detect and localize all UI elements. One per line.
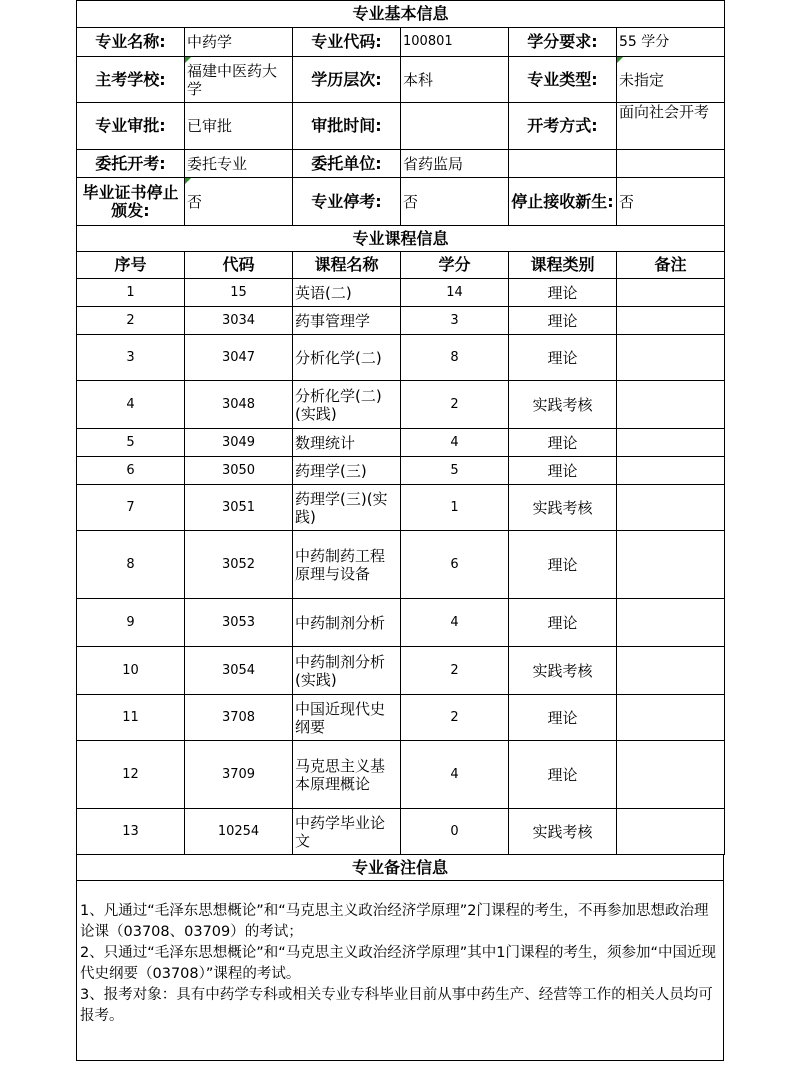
remarks-title: 专业备注信息 [77, 855, 724, 881]
col-header-course-type: 课程类别 [509, 252, 617, 279]
course-remark [617, 647, 725, 695]
table-row [77, 429, 725, 457]
course-credit: 5 [401, 457, 509, 485]
course-remark [617, 809, 725, 855]
course-name: 分析化学(二)(实践) [293, 381, 401, 429]
course-no: 13 [77, 809, 185, 855]
course-name: 中药制药工程原理与设备 [293, 531, 401, 599]
course-type: 理论 [509, 599, 617, 647]
course-code: 15 [185, 279, 293, 307]
course-no: 6 [77, 457, 185, 485]
course-info-table [76, 225, 725, 855]
table-row [77, 279, 725, 307]
stop-enrollment-value: 否 [617, 178, 725, 226]
course-credit: 0 [401, 809, 509, 855]
course-type: 实践考核 [509, 647, 617, 695]
course-type: 理论 [509, 279, 617, 307]
remark-line-3: 3、报考对象：具有中药学专科或相关专业专科毕业目前从事中药生产、经营等工作的相关人员均可报考。 [80, 987, 713, 1024]
course-type: 理论 [509, 429, 617, 457]
major-name-value: 中药学 [185, 28, 293, 57]
remark-line-2: 2、只通过“毛泽东思想概论”和“马克思主义政治经济学原理”其中1门课程的考生，须参加“中国近现代史纲要（03708）”课程的考试。 [80, 945, 717, 982]
course-no: 1 [77, 279, 185, 307]
table-row [77, 307, 725, 335]
course-credit: 2 [401, 647, 509, 695]
major-suspension-value: 否 [401, 178, 509, 226]
course-code: 3034 [185, 307, 293, 335]
credit-requirement-label: 学分要求: [509, 28, 617, 57]
course-name: 英语(二) [293, 279, 401, 307]
major-approval-label: 专业审批: [77, 103, 185, 150]
course-credit: 4 [401, 429, 509, 457]
course-name: 分析化学(二) [293, 335, 401, 381]
course-code: 10254 [185, 809, 293, 855]
course-no: 5 [77, 429, 185, 457]
basic-info-table [76, 0, 725, 226]
table-row [77, 647, 725, 695]
course-type: 理论 [509, 335, 617, 381]
empty-label [509, 150, 617, 178]
course-type: 实践考核 [509, 809, 617, 855]
course-type: 实践考核 [509, 381, 617, 429]
course-credit: 4 [401, 741, 509, 809]
exam-school-value: 福建中医药大学 [185, 57, 293, 103]
course-credit: 3 [401, 307, 509, 335]
course-remark [617, 429, 725, 457]
course-no: 11 [77, 695, 185, 741]
stop-enrollment-label: 停止接收新生: [509, 178, 617, 226]
course-credit: 2 [401, 381, 509, 429]
course-name: 中药制剂分析(实践) [293, 647, 401, 695]
course-code: 3051 [185, 485, 293, 531]
remarks-content [77, 881, 724, 1061]
table-row [77, 485, 725, 531]
course-credit: 2 [401, 695, 509, 741]
table-row [77, 741, 725, 809]
certificate-stop-value: 否 [185, 178, 293, 226]
course-name: 药理学(三)(实践) [293, 485, 401, 531]
course-remark [617, 307, 725, 335]
course-code: 3049 [185, 429, 293, 457]
approval-time-value [401, 103, 509, 150]
major-name-label: 专业名称: [77, 28, 185, 57]
course-remark [617, 279, 725, 307]
certificate-stop-label: 毕业证书停止颁发: [77, 178, 185, 226]
major-info-sheet [76, 0, 724, 1061]
course-code: 3047 [185, 335, 293, 381]
col-header-credit: 学分 [401, 252, 509, 279]
empty-value [617, 150, 725, 178]
col-header-code: 代码 [185, 252, 293, 279]
col-header-course-name: 课程名称 [293, 252, 401, 279]
exam-method-label: 开考方式: [509, 103, 617, 150]
course-name: 药事管理学 [293, 307, 401, 335]
course-type: 理论 [509, 531, 617, 599]
education-level-label: 学历层次: [293, 57, 401, 103]
course-code: 3048 [185, 381, 293, 429]
entrusted-exam-value: 委托专业 [185, 150, 293, 178]
course-code: 3709 [185, 741, 293, 809]
major-code-label: 专业代码: [293, 28, 401, 57]
course-remark [617, 381, 725, 429]
major-type-label: 专业类型: [509, 57, 617, 103]
exam-method-value: 面向社会开考 [617, 103, 725, 150]
approval-time-label: 审批时间: [293, 103, 401, 150]
course-no: 8 [77, 531, 185, 599]
course-remark [617, 457, 725, 485]
basic-info-title: 专业基本信息 [77, 1, 725, 28]
course-name: 中国近现代史纲要 [293, 695, 401, 741]
major-code-value: 100801 [401, 28, 509, 57]
entrusted-exam-label: 委托开考: [77, 150, 185, 178]
major-type-value: 未指定 [617, 57, 725, 103]
course-type: 理论 [509, 695, 617, 741]
course-type: 理论 [509, 457, 617, 485]
course-name: 中药制剂分析 [293, 599, 401, 647]
course-remark [617, 695, 725, 741]
course-credit: 6 [401, 531, 509, 599]
table-row [77, 335, 725, 381]
course-name: 药理学(三) [293, 457, 401, 485]
course-name: 马克思主义基本原理概论 [293, 741, 401, 809]
course-info-title: 专业课程信息 [77, 226, 725, 252]
table-row [77, 381, 725, 429]
course-remark [617, 335, 725, 381]
course-credit: 8 [401, 335, 509, 381]
education-level-value: 本科 [401, 57, 509, 103]
course-remark [617, 531, 725, 599]
course-remark [617, 485, 725, 531]
course-type: 理论 [509, 307, 617, 335]
course-no: 4 [77, 381, 185, 429]
table-row [77, 695, 725, 741]
course-type: 实践考核 [509, 485, 617, 531]
course-code: 3050 [185, 457, 293, 485]
course-credit: 1 [401, 485, 509, 531]
course-no: 9 [77, 599, 185, 647]
table-row [77, 809, 725, 855]
table-row [77, 457, 725, 485]
course-no: 3 [77, 335, 185, 381]
course-code: 3052 [185, 531, 293, 599]
course-credit: 4 [401, 599, 509, 647]
col-header-no: 序号 [77, 252, 185, 279]
course-code: 3708 [185, 695, 293, 741]
major-approval-value: 已审批 [185, 103, 293, 150]
major-suspension-label: 专业停考: [293, 178, 401, 226]
course-code: 3054 [185, 647, 293, 695]
course-no: 2 [77, 307, 185, 335]
table-row [77, 599, 725, 647]
course-remark [617, 599, 725, 647]
table-row [77, 531, 725, 599]
course-no: 10 [77, 647, 185, 695]
course-no: 7 [77, 485, 185, 531]
remarks-table [76, 854, 724, 1061]
course-type: 理论 [509, 741, 617, 809]
course-remark [617, 741, 725, 809]
entrusting-unit-value: 省药监局 [401, 150, 509, 178]
remark-line-1: 1、凡通过“毛泽东思想概论”和“马克思主义政治经济学原理”2门课程的考生，不再参加思想政治理论课（03708、03709）的考试； [80, 903, 709, 940]
col-header-remark: 备注 [617, 252, 725, 279]
entrusting-unit-label: 委托单位: [293, 150, 401, 178]
course-code: 3053 [185, 599, 293, 647]
course-credit: 14 [401, 279, 509, 307]
course-name: 数理统计 [293, 429, 401, 457]
exam-school-label: 主考学校: [77, 57, 185, 103]
credit-requirement-value: 55 学分 [617, 28, 725, 57]
course-name: 中药学毕业论文 [293, 809, 401, 855]
course-no: 12 [77, 741, 185, 809]
